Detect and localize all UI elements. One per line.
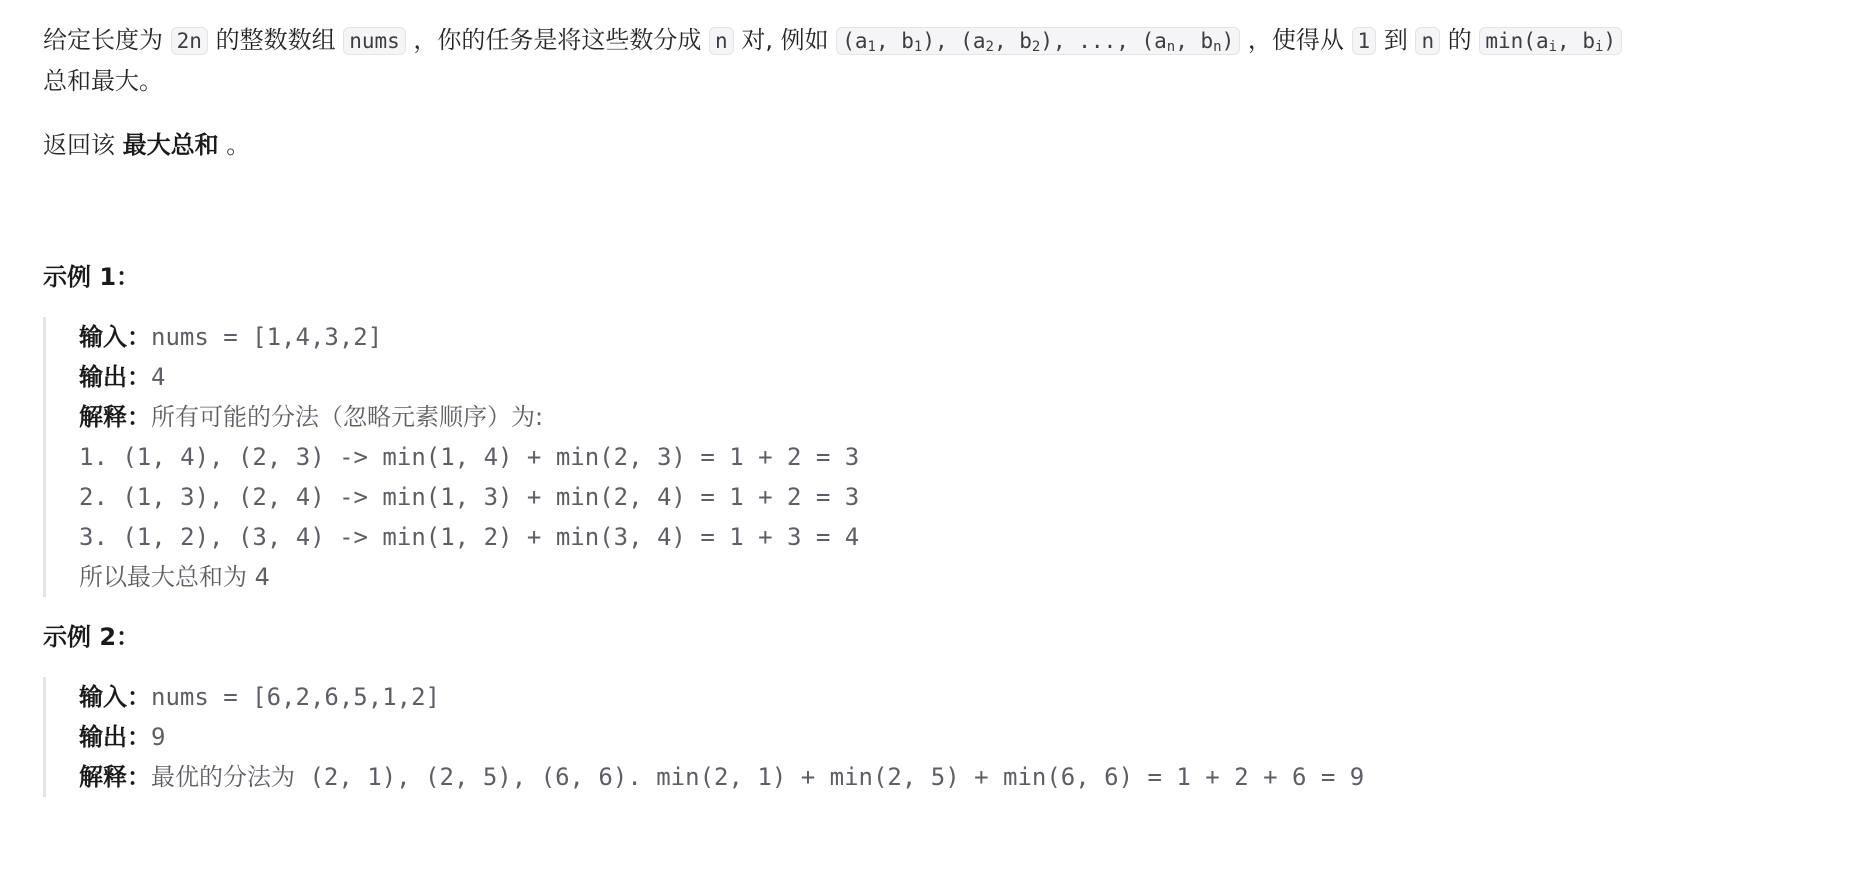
statement-text: 对, 例如 bbox=[733, 26, 837, 54]
example-explain-line: 解释：最优的分法为 (2, 1), (2, 5), (6, 6). min(2, 1) + min(2, 5) + min(6, 6) = 1 + 2 + 6 = 9 bbox=[79, 763, 1365, 791]
statement-text: 总和最大。 bbox=[43, 67, 163, 95]
example-list-item: 1. (1, 4), (2, 3) -> min(1, 4) + min(2, 3) = 1 + 2 = 3 bbox=[79, 443, 860, 471]
inline-code-n: n bbox=[709, 27, 734, 55]
example-1-title: 示例 1： bbox=[43, 263, 141, 291]
inline-code-nums: nums bbox=[343, 27, 406, 55]
example-list-item: 2. (1, 3), (2, 4) -> min(1, 3) + min(2, 4) = 1 + 2 = 3 bbox=[79, 483, 860, 511]
inline-code-2n: 2n bbox=[171, 27, 208, 55]
statement-text: 的整数数组 bbox=[207, 26, 344, 54]
example-2-block bbox=[43, 677, 1856, 797]
inline-code-1: 1 bbox=[1352, 27, 1377, 55]
statement-text: ，使得从 bbox=[1240, 26, 1352, 54]
example-output-line: 输出：4 bbox=[79, 363, 166, 391]
statement-text: ，你的任务是将这些数分成 bbox=[405, 26, 710, 54]
statement-text: 到 bbox=[1376, 26, 1416, 54]
example-output-line: 输出：9 bbox=[79, 723, 166, 751]
problem-description bbox=[43, 20, 1856, 817]
example-1-block bbox=[43, 317, 1856, 597]
return-statement: 返回该 最大总和 。 bbox=[43, 131, 251, 159]
example-input-line: 输入：nums = [1,4,3,2] bbox=[79, 323, 383, 351]
problem-statement bbox=[43, 20, 1856, 101]
example-input-line: 输入：nums = [6,2,6,5,1,2] bbox=[79, 683, 440, 711]
statement-text: 给定长度为 bbox=[43, 26, 171, 54]
statement-text: 的 bbox=[1440, 26, 1480, 54]
example-conclusion: 所以最大总和为 4 bbox=[79, 563, 270, 591]
inline-code-pairs: ($a_1$, $b_1$), ($a_2$, $b_2$), ..., ($a_n$, $b_n$) bbox=[836, 27, 1240, 55]
example-explain-line: 解释：所有可能的分法（忽略元素顺序）为: bbox=[79, 403, 544, 431]
example-list-item: 3. (1, 2), (3, 4) -> min(1, 2) + min(3, 4) = 1 + 3 = 4 bbox=[79, 523, 860, 551]
inline-code-n: n bbox=[1415, 27, 1440, 55]
emphasis-max-sum: 最大总和 bbox=[122, 131, 219, 159]
inline-code-min: $\min(a_i$, $b_i$) bbox=[1479, 27, 1622, 55]
example-2-title: 示例 2： bbox=[43, 623, 141, 651]
